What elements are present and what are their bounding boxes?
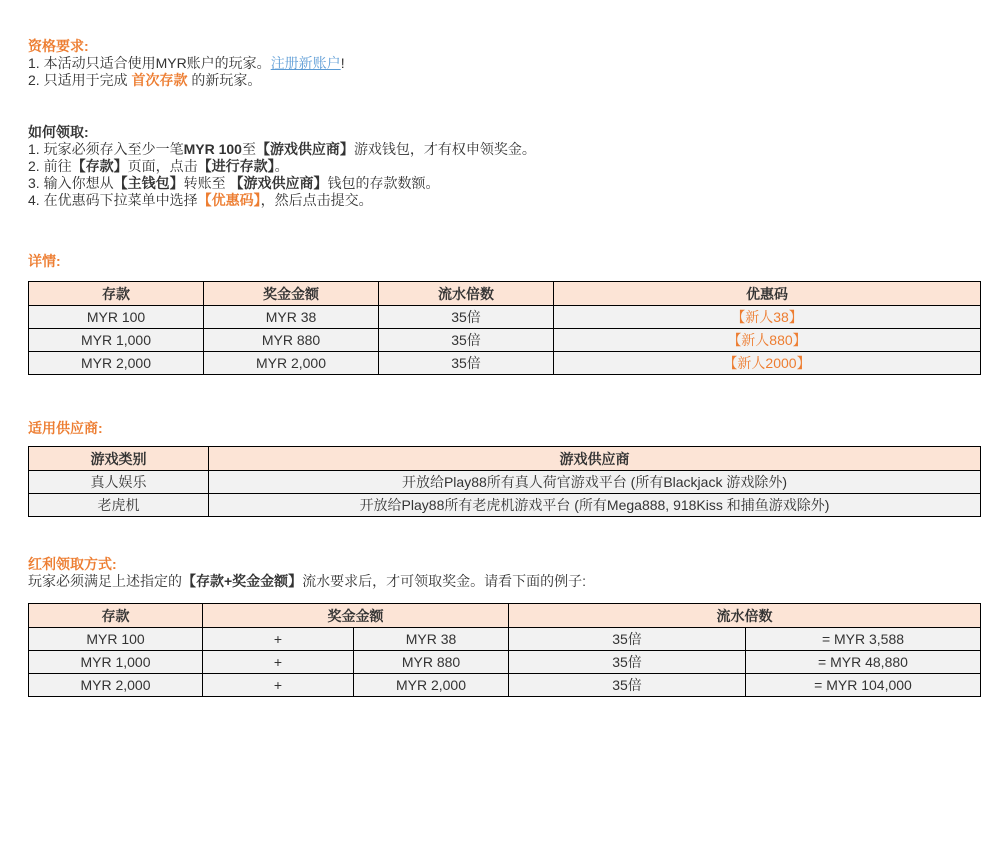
register-account-link[interactable]: 注册新账户 — [270, 55, 341, 71]
example-header-bonus: 奖金金额 — [203, 604, 509, 628]
total-turnover-cell: = MYR 104,000 — [746, 674, 981, 697]
step-2-text-2: 页面，点击 — [127, 158, 198, 174]
step-2-text: 2. 前往 — [28, 158, 72, 174]
example-header-turnover: 流水倍数 — [509, 604, 981, 628]
deposit-cell: MYR 2,000 — [29, 674, 203, 697]
turnover-cell: 35倍 — [379, 329, 554, 352]
first-deposit-highlight: 首次存款 — [131, 72, 188, 88]
total-turnover-cell: = MYR 3,588 — [746, 628, 981, 651]
eligibility-heading: 资格要求: — [28, 38, 89, 54]
bonus-claim-paragraph — [28, 573, 980, 590]
multiplier-cell: 35倍 — [509, 651, 746, 674]
bonus-cell: MYR 38 — [354, 628, 509, 651]
promo-code-cell: 【新人2000】 — [554, 352, 981, 375]
plus-sign-cell: + — [203, 628, 354, 651]
claim-step-3 — [28, 175, 980, 192]
turnover-example-table — [28, 603, 981, 697]
eligibility-item-2-post: 的新玩家。 — [187, 72, 262, 88]
bonus-cell: MYR 880 — [354, 651, 509, 674]
step-3-text-3: 钱包的存款数额。 — [327, 175, 440, 191]
eligibility-item-1-suffix: ! — [340, 55, 345, 71]
eligibility-item-2-pre: 2. 只适用于完成 — [28, 72, 132, 88]
total-turnover-cell: = MYR 48,880 — [746, 651, 981, 674]
details-header-bonus: 奖金金额 — [204, 282, 379, 306]
game-provider-cell: 开放给Play88所有真人荷官游戏平台 (所有Blackjack 游戏除外) — [209, 471, 981, 494]
deposit-cell: MYR 1,000 — [29, 651, 203, 674]
step-1-amount: MYR 100 — [183, 141, 242, 157]
step-4-text: 4. 在优惠码下拉菜单中选择 — [28, 192, 198, 208]
table-row — [29, 329, 981, 352]
promo-code-cell: 【新人38】 — [554, 306, 981, 329]
multiplier-cell: 35倍 — [509, 628, 746, 651]
step-2-make-deposit: 【进行存款】 — [197, 158, 275, 174]
claim-step-1 — [28, 141, 980, 158]
step-3-text-2: 转账至 — [183, 175, 230, 191]
table-row — [29, 494, 981, 517]
multiplier-cell: 35倍 — [509, 674, 746, 697]
table-row — [29, 628, 981, 651]
step-1-text-2: 至 — [241, 141, 256, 157]
example-header-deposit: 存款 — [29, 604, 203, 628]
eligibility-item-2 — [28, 72, 980, 89]
step-1-text: 1. 玩家必须存入至少一笔 — [28, 141, 184, 157]
bonus-cell: MYR 880 — [204, 329, 379, 352]
bonus-claim-text-2: 流水要求后，才可领取奖金。请看下面的例子: — [302, 573, 587, 589]
claim-step-4 — [28, 192, 980, 209]
deposit-plus-bonus-highlight: 【存款+奖金金额】 — [182, 573, 303, 589]
promo-code-cell: 【新人880】 — [554, 329, 981, 352]
eligibility-item-1-text: 1. 本活动只适合使用MYR账户的玩家。 — [28, 55, 271, 71]
step-2-text-3: 。 — [274, 158, 289, 174]
deposit-cell: MYR 1,000 — [29, 329, 204, 352]
step-1-provider: 【游戏供应商】 — [255, 141, 354, 157]
providers-table — [28, 446, 981, 517]
deposit-cell: MYR 2,000 — [29, 352, 204, 375]
plus-sign-cell: + — [203, 674, 354, 697]
providers-table-header-row — [29, 447, 981, 471]
table-row — [29, 651, 981, 674]
step-1-text-3: 游戏钱包，才有权申领奖金。 — [353, 141, 536, 157]
table-row — [29, 352, 981, 375]
step-3-provider: 【游戏供应商】 — [229, 175, 328, 191]
game-category-cell: 老虎机 — [29, 494, 209, 517]
step-3-text: 3. 输入你想从 — [28, 175, 114, 191]
providers-header-provider: 游戏供应商 — [209, 447, 981, 471]
eligibility-item-1 — [28, 55, 980, 72]
bonus-claim-heading: 红利领取方式: — [28, 556, 117, 572]
bonus-cell: MYR 38 — [204, 306, 379, 329]
details-header-promo-code: 优惠码 — [554, 282, 981, 306]
turnover-cell: 35倍 — [379, 306, 554, 329]
game-category-cell: 真人娱乐 — [29, 471, 209, 494]
table-row — [29, 306, 981, 329]
step-3-main-wallet: 【主钱包】 — [113, 175, 184, 191]
table-row — [29, 674, 981, 697]
bonus-claim-text: 玩家必须满足上述指定的 — [28, 573, 182, 589]
bonus-cell: MYR 2,000 — [204, 352, 379, 375]
turnover-cell: 35倍 — [379, 352, 554, 375]
step-2-deposit-page: 【存款】 — [71, 158, 128, 174]
step-4-text-2: ，然后点击提交。 — [260, 192, 373, 208]
example-table-header-row — [29, 604, 981, 628]
game-provider-cell: 开放给Play88所有老虎机游戏平台 (所有Mega888, 918Kiss 和捕鱼游戏除外) — [209, 494, 981, 517]
details-table — [28, 281, 981, 375]
how-to-claim-heading: 如何领取: — [28, 124, 89, 140]
plus-sign-cell: + — [203, 651, 354, 674]
details-table-header-row — [29, 282, 981, 306]
providers-heading: 适用供应商: — [28, 420, 103, 436]
step-4-promo-code: 【优惠码】 — [197, 192, 261, 208]
deposit-cell: MYR 100 — [29, 306, 204, 329]
details-heading: 详情: — [28, 253, 61, 269]
deposit-cell: MYR 100 — [29, 628, 203, 651]
claim-step-2 — [28, 158, 980, 175]
table-row — [29, 471, 981, 494]
details-header-deposit: 存款 — [29, 282, 204, 306]
providers-header-category: 游戏类别 — [29, 447, 209, 471]
details-header-turnover: 流水倍数 — [379, 282, 554, 306]
bonus-cell: MYR 2,000 — [354, 674, 509, 697]
